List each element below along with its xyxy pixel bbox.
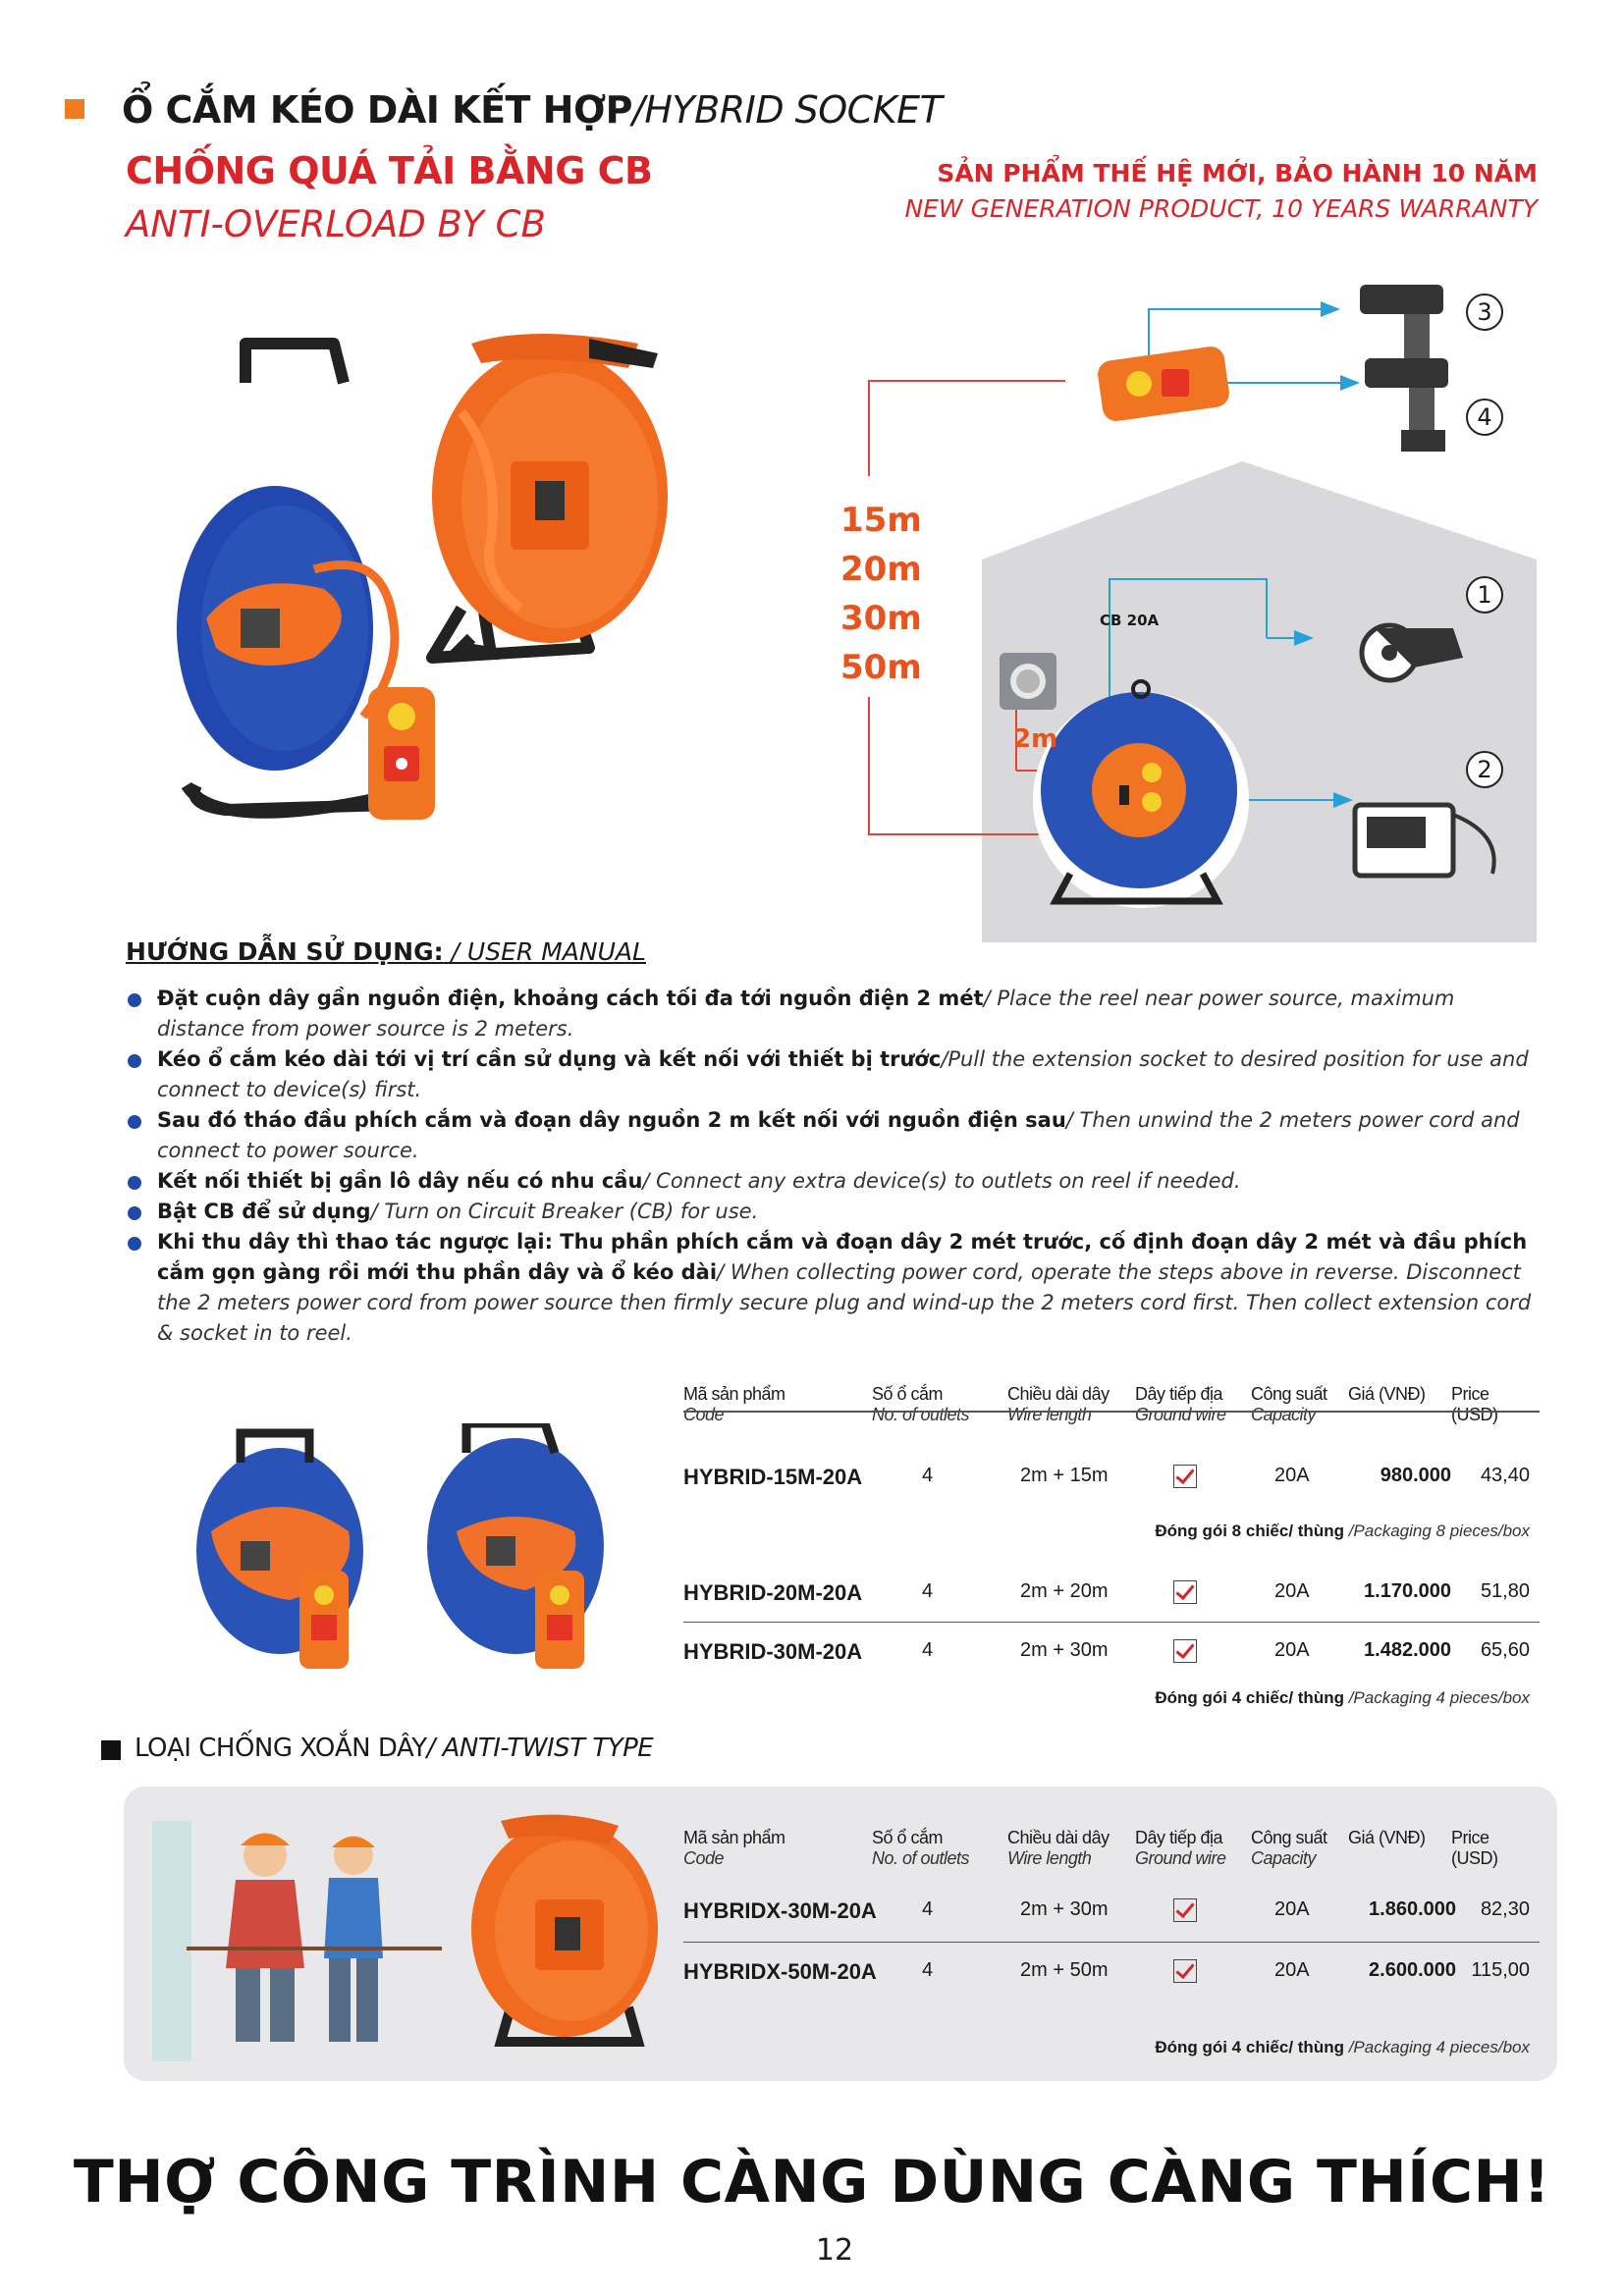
row-outlets: 4 [922, 1639, 934, 1661]
row-rule [683, 1942, 1540, 1943]
ground-wire-check-icon [1173, 1639, 1197, 1663]
row-capacity: 20A [1274, 1580, 1310, 1602]
row-capacity: 20A [1274, 1465, 1310, 1486]
manual-item: Bật CB để sử dụng/ Turn on Circuit Breaker (CB) for use. [128, 1197, 1542, 1227]
table-row [683, 1465, 1538, 1494]
row-code: HYBRID-20M-20A [683, 1580, 863, 1605]
page-title: Ổ CẮM KÉO DÀI KẾT HỢP/HYBRID SOCKET [122, 88, 943, 132]
row-length: 2m + 20m [1020, 1580, 1109, 1602]
th-ground-wire: Dây tiếp địa Ground wire [1135, 1384, 1226, 1424]
th-wire-length: Chiều dài dây Wire length [1007, 1828, 1110, 1868]
row-length: 2m + 30m [1020, 1639, 1109, 1661]
connection-diagram [825, 265, 1571, 952]
manual-item: Khi thu dây thì thao tác ngược lại: Thu phần phích cắm và đoạn dây 2 mét trước, cố định đoạn dây 2 mét và đầu phích cắm gọn gàng rồi mới thu phần dây và ổ kéo dài/ When collecting power cord, operate the steps above in reverse. Disconnect the 2 meters power cord from power source then firmly secure plug and wind-up the 2 meters cord first. Then collect extension cord & socket in to reel. [128, 1227, 1542, 1349]
row-price-usd: 43,40 [1480, 1465, 1530, 1486]
th-capacity: Công suất Capacity [1251, 1828, 1327, 1868]
table-header-row [683, 1828, 1538, 1879]
th-code: Mã sản phẩm Code [683, 1828, 785, 1868]
manual-item: Kết nối thiết bị gần lô dây nếu có nhu cầu/ Connect any extra device(s) to outlets on reel if needed. [128, 1166, 1542, 1197]
row-price-vnd: 980.000 [1380, 1465, 1451, 1486]
row-code: HYBRIDX-50M-20A [683, 1959, 877, 1984]
packaging-note-4: Đóng gói 4 chiếc/ thùng /Packaging 4 pieces/box [1155, 1688, 1530, 1707]
row-length: 2m + 50m [1020, 1959, 1109, 1981]
cord-length-label: 2m [1013, 724, 1058, 754]
slogan: THỢ CÔNG TRÌNH CÀNG DÙNG CÀNG THÍCH! [73, 2148, 1551, 2216]
warranty-en: NEW GENERATION PRODUCT, 10 YEARS WARRANTY [904, 194, 1538, 223]
ground-wire-check-icon [1173, 1959, 1197, 1983]
th-price-vnd: Giá (VNĐ) [1348, 1384, 1426, 1404]
packaging-note-4: Đóng gói 4 chiếc/ thùng /Packaging 4 pieces/box [1155, 2038, 1530, 2056]
hybrid-spec-table [683, 1384, 1538, 1707]
drill-4-icon [1365, 358, 1448, 452]
th-price-vnd: Giá (VNĐ) [1348, 1828, 1426, 1847]
length-20m: 20m [840, 550, 922, 589]
th-code: Mã sản phẩm Code [683, 1384, 785, 1424]
warranty-vn: SẢN PHẨM THẾ HỆ MỚI, BẢO HÀNH 10 NĂM [937, 159, 1538, 187]
manual-list [128, 984, 1542, 1349]
section-bullet-square [65, 99, 84, 119]
table-header-row [683, 1384, 1538, 1435]
ground-wire-check-icon [1173, 1898, 1197, 1922]
row-price-usd: 65,60 [1480, 1639, 1530, 1661]
manual-item: Đặt cuộn dây gần nguồn điện, khoảng cách tối đa tới nguồn điện 2 mét/ Place the reel near power source, maximum distance from power source is 2 meters. [128, 984, 1542, 1044]
table-row [683, 1898, 1538, 1928]
row-outlets: 4 [922, 1898, 934, 1920]
th-outlets: Số ổ cắm No. of outlets [872, 1828, 970, 1868]
device-number-1: 1 [1466, 576, 1503, 614]
manual-item: Kéo ổ cắm kéo dài tới vị trí cần sử dụng và kết nối với thiết bị trước/Pull the extension socket to desired position for use and connect to device(s) first. [128, 1044, 1542, 1105]
row-code: HYBRID-30M-20A [683, 1639, 863, 1664]
row-price-vnd: 2.600.000 [1369, 1959, 1456, 1981]
row-capacity: 20A [1274, 1898, 1310, 1920]
length-30m: 30m [840, 599, 922, 638]
row-price-vnd: 1.860.000 [1369, 1898, 1456, 1920]
row-outlets: 4 [922, 1580, 934, 1602]
row-length: 2m + 15m [1020, 1465, 1109, 1486]
manual-item: Sau đó tháo đầu phích cắm và đoạn dây nguồn 2 m kết nối với nguồn điện sau/ Then unwind the 2 meters power cord and connect to power source. [128, 1105, 1542, 1166]
th-capacity: Công suất Capacity [1251, 1384, 1327, 1424]
row-price-usd: 51,80 [1480, 1580, 1530, 1602]
length-15m: 15m [840, 501, 922, 540]
row-code: HYBRID-15M-20A [683, 1465, 863, 1489]
device-number-4: 4 [1466, 399, 1503, 436]
workers-and-reel-illustration [147, 1801, 658, 2066]
th-price-usd: Price (USD) [1451, 1828, 1498, 1868]
ground-wire-check-icon [1173, 1580, 1197, 1604]
th-outlets: Số ổ cắm No. of outlets [872, 1384, 970, 1424]
subtitle-vn: CHỐNG QUÁ TẢI BẰNG CB [126, 149, 653, 192]
table-row [683, 1959, 1538, 1989]
packaging-note-8: Đóng gói 8 chiếc/ thùng /Packaging 8 pieces/box [1155, 1522, 1530, 1540]
th-wire-length: Chiều dài dây Wire length [1007, 1384, 1110, 1424]
manual-heading: HƯỚNG DẪN SỬ DỤNG: / USER MANUAL [126, 937, 646, 966]
row-outlets: 4 [922, 1465, 934, 1486]
length-50m: 50m [840, 648, 922, 687]
antitwist-heading: LOẠI CHỐNG XOẮN DÂY/ ANTI-TWIST TYPE [135, 1734, 654, 1763]
hybrid-reels-illustration [167, 324, 736, 834]
th-price-usd: Price (USD) [1451, 1384, 1498, 1424]
header-rule [683, 1411, 1540, 1413]
row-code: HYBRIDX-30M-20A [683, 1898, 877, 1923]
table-row [683, 1580, 1538, 1610]
antitwist-spec-table [683, 1828, 1538, 2056]
table-row [683, 1639, 1538, 1669]
ground-wire-check-icon [1173, 1465, 1197, 1488]
row-capacity: 20A [1274, 1959, 1310, 1981]
cb-label: CB 20A [1100, 612, 1160, 629]
row-outlets: 4 [922, 1959, 934, 1981]
row-length: 2m + 30m [1020, 1898, 1109, 1920]
length-options [840, 496, 922, 692]
row-price-usd: 115,00 [1471, 1959, 1530, 1981]
row-price-usd: 82,30 [1480, 1898, 1530, 1920]
device-number-3: 3 [1466, 294, 1503, 331]
device-number-2: 2 [1466, 751, 1503, 788]
row-price-vnd: 1.170.000 [1364, 1580, 1451, 1602]
row-rule [683, 1622, 1540, 1623]
section-bullet-square [101, 1740, 121, 1760]
row-price-vnd: 1.482.000 [1364, 1639, 1451, 1661]
th-ground-wire: Dây tiếp địa Ground wire [1135, 1828, 1226, 1868]
page-number: 12 [815, 2233, 854, 2268]
row-capacity: 20A [1274, 1639, 1310, 1661]
hybrid-models-photo [172, 1423, 623, 1679]
subtitle-en: ANTI-OVERLOAD BY CB [126, 203, 546, 245]
